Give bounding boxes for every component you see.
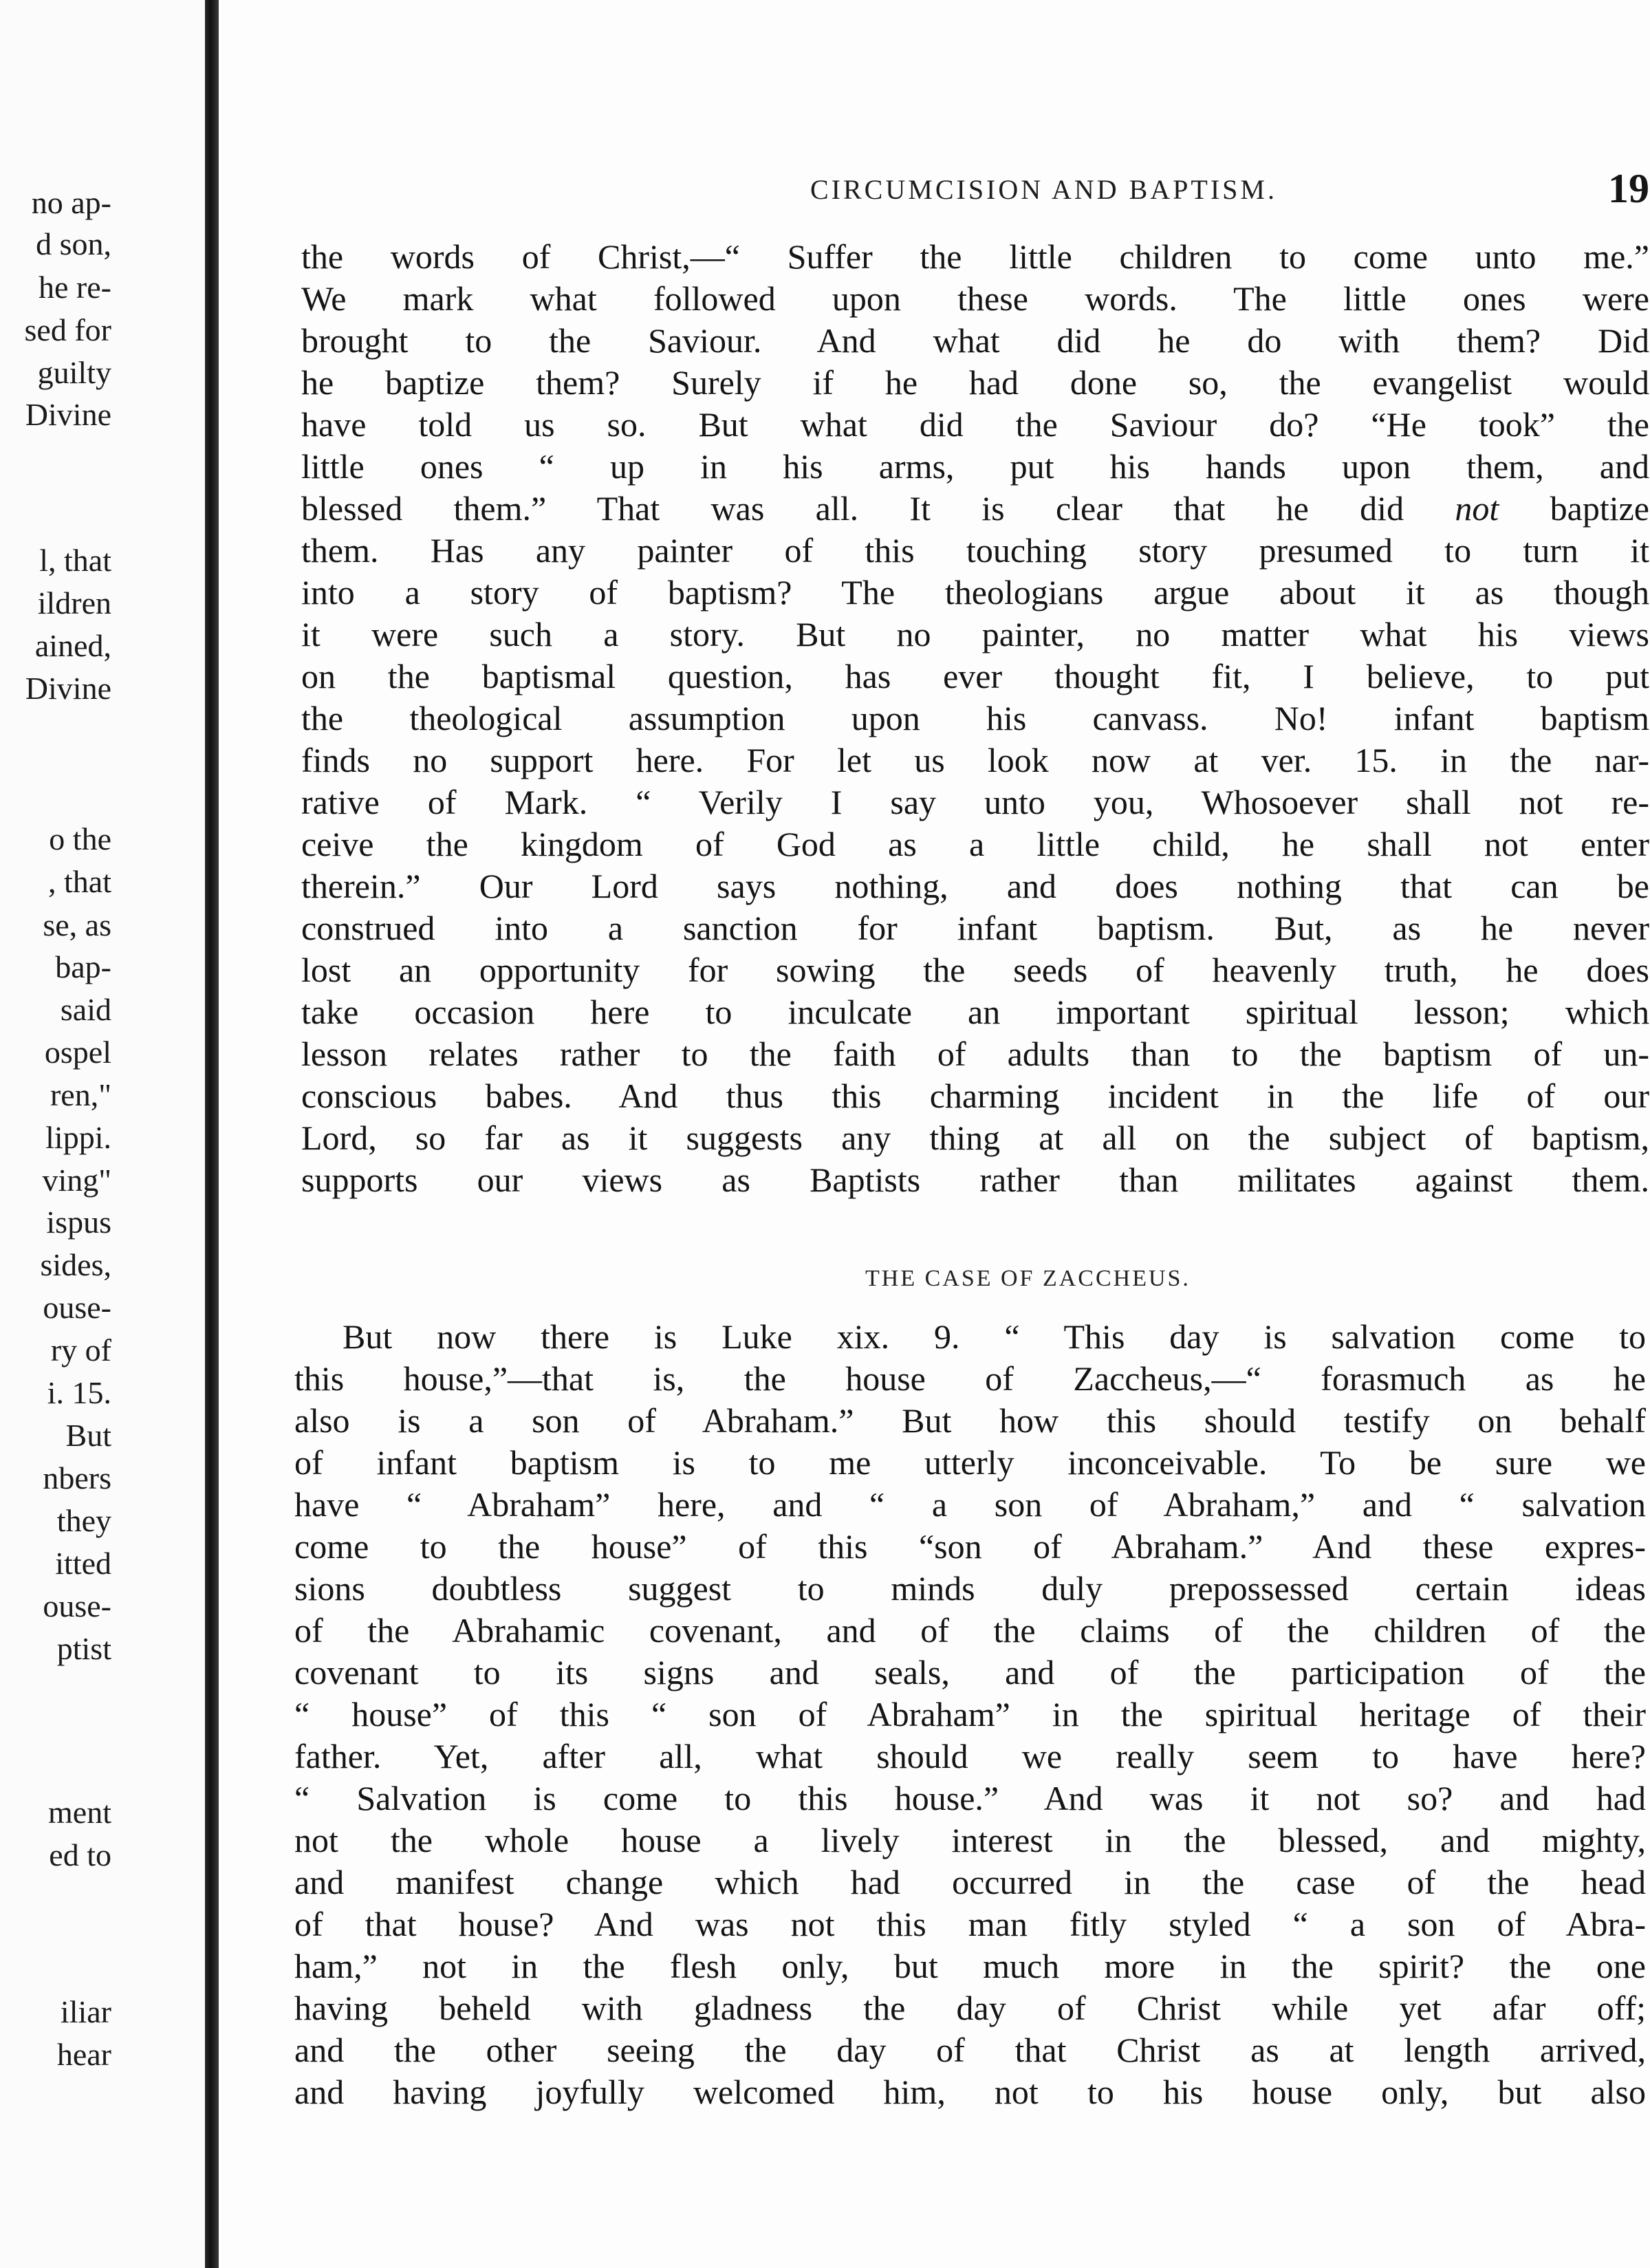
text-line: blessed them.” That was all. It is clear that he did not baptize bbox=[301, 489, 1649, 528]
book-gutter bbox=[205, 0, 219, 2268]
facing-page-line: lippi. bbox=[45, 1120, 111, 1155]
text-line: We mark what followed upon these words. The little ones were bbox=[301, 279, 1649, 318]
text-line: have “ Abraham” here, and “ a son of Abraham,” and “ salvation bbox=[294, 1485, 1646, 1524]
text-line: little ones “ up in his arms, put his hands upon them, and bbox=[301, 447, 1649, 486]
page-19 bbox=[219, 0, 1650, 2268]
facing-page-line: no ap- bbox=[31, 185, 111, 220]
facing-page-line: ren," bbox=[50, 1077, 111, 1112]
facing-page-line: ospel bbox=[44, 1035, 111, 1070]
facing-page-line: But bbox=[65, 1418, 111, 1453]
text-line: he baptize them? Surely if he had done so, the evangelist would bbox=[301, 363, 1649, 402]
text-line: this house,”—that is, the house of Zaccheus,—“ forasmuch as he bbox=[294, 1359, 1646, 1398]
text-line: and having joyfully welcomed him, not to his house only, but also bbox=[294, 2073, 1646, 2111]
facing-page-fragment bbox=[0, 0, 205, 2268]
facing-page-line: i. 15. bbox=[47, 1375, 111, 1410]
facing-page-line: he re- bbox=[39, 270, 111, 305]
facing-page-line: l, that bbox=[39, 543, 111, 578]
text-line: into a story of baptism? The theologians argue about it as though bbox=[301, 573, 1649, 612]
facing-page-line: bap- bbox=[55, 949, 111, 984]
text-line: having beheld with gladness the day of Christ while yet afar off; bbox=[294, 1989, 1646, 2027]
text-line: covenant to its signs and seals, and of the participation of the bbox=[294, 1653, 1646, 1692]
facing-page-line: ving" bbox=[42, 1163, 111, 1198]
text-line: construed into a sanction for infant baptism. But, as he never bbox=[301, 909, 1649, 947]
facing-page-line: ildren bbox=[37, 585, 111, 620]
text-line: not the whole house a lively interest in the blessed, and mighty, bbox=[294, 1821, 1646, 1859]
text-line: ceive the kingdom of God as a little child, he shall not enter bbox=[301, 825, 1649, 863]
text-line: on the baptismal question, has ever thought fit, I believe, to put bbox=[301, 657, 1649, 695]
text-line: of the Abrahamic covenant, and of the claims of the children of the bbox=[294, 1611, 1646, 1650]
facing-page-line: ispus bbox=[46, 1205, 111, 1240]
text-line: lost an opportunity for sowing the seeds of heavenly truth, he does bbox=[301, 951, 1649, 989]
facing-page-line: hear bbox=[56, 2037, 111, 2072]
facing-page-line: o the bbox=[49, 821, 111, 856]
facing-page-line: sides, bbox=[40, 1247, 111, 1282]
facing-page-line: ment bbox=[48, 1795, 111, 1830]
text-line: sions doubtless suggest to minds duly prepossessed certain ideas bbox=[294, 1569, 1646, 1608]
text-line: of that house? And was not this man fitly styled “ a son of Abra- bbox=[294, 1905, 1646, 1943]
facing-page-line: , that bbox=[48, 864, 111, 899]
facing-page-line: nbers bbox=[43, 1460, 111, 1495]
facing-page-line: ouse- bbox=[43, 1588, 111, 1623]
text-line: have told us so. But what did the Saviour do? “He took” the bbox=[301, 405, 1649, 444]
text-line: of infant baptism is to me utterly inconceivable. To be sure we bbox=[294, 1443, 1646, 1482]
text-line: take occasion here to inculcate an important spiritual lesson; which bbox=[301, 993, 1649, 1031]
text-line: also is a son of Abraham.” But how this should testify on behalf bbox=[294, 1401, 1646, 1440]
facing-page-line: ained, bbox=[34, 628, 111, 663]
text-line: them. Has any painter of this touching story presumed to turn it bbox=[301, 531, 1649, 570]
text-line: “ Salvation is come to this house.” And was it not so? and had bbox=[294, 1779, 1646, 1817]
facing-page-line: Divine bbox=[25, 397, 111, 432]
running-head: CIRCUMCISION AND BAPTISM. bbox=[810, 174, 1277, 205]
text-line: ham,” not in the flesh only, but much more in the spirit? the one bbox=[294, 1947, 1646, 1985]
text-line: and manifest change which had occurred in the case of the head bbox=[294, 1863, 1646, 1901]
facing-page-line: Divine bbox=[25, 671, 111, 706]
facing-page-line: itted bbox=[55, 1546, 111, 1581]
text-line: “ house” of this “ son of Abraham” in the spiritual heritage of their bbox=[294, 1695, 1646, 1734]
text-line: Lord, so far as it suggests any thing at all on the subject of baptism, bbox=[301, 1119, 1649, 1157]
text-line: conscious babes. And thus this charming incident in the life of our bbox=[301, 1077, 1649, 1115]
text-line: therein.” Our Lord says nothing, and does nothing that can be bbox=[301, 867, 1649, 905]
text-line: the words of Christ,—“ Suffer the little children to come unto me.” bbox=[301, 237, 1649, 276]
facing-page-line: ouse- bbox=[43, 1290, 111, 1325]
page-number: 19 bbox=[1608, 166, 1649, 211]
facing-page-line: ptist bbox=[56, 1631, 111, 1666]
facing-page-line: iliar bbox=[60, 1994, 111, 2029]
text-line: it were such a story. But no painter, no matter what his views bbox=[301, 615, 1649, 654]
facing-page-line: they bbox=[56, 1503, 111, 1538]
text-line: But now there is Luke xix. 9. “ This day is salvation come to bbox=[343, 1317, 1646, 1356]
section-heading: THE CASE OF ZACCHEUS. bbox=[865, 1266, 1191, 1291]
facing-page-line: said bbox=[60, 992, 111, 1027]
text-line: supports our views as Baptists rather than militates against them. bbox=[301, 1160, 1649, 1199]
text-line: come to the house” of this “son of Abraham.” And these expres- bbox=[294, 1527, 1646, 1566]
text-line: lesson relates rather to the faith of adults than to the baptism of un- bbox=[301, 1035, 1649, 1073]
facing-page-line: se, as bbox=[43, 907, 111, 942]
facing-page-line: ed to bbox=[49, 1837, 111, 1872]
text-line: rative of Mark. “ Verily I say unto you, Whosoever shall not re- bbox=[301, 783, 1649, 821]
text-line: finds no support here. For let us look now at ver. 15. in the nar- bbox=[301, 741, 1649, 779]
text-line: and the other seeing the day of that Christ as at length arrived, bbox=[294, 2031, 1646, 2069]
facing-page-line: guilty bbox=[37, 355, 111, 390]
text-line: the theological assumption upon his canvass. No! infant baptism bbox=[301, 699, 1649, 737]
text-line: father. Yet, after all, what should we really seem to have here? bbox=[294, 1737, 1646, 1775]
facing-page-line: d son, bbox=[36, 226, 111, 261]
facing-page-line: sed for bbox=[24, 312, 111, 347]
text-line: brought to the Saviour. And what did he do with them? Did bbox=[301, 321, 1649, 360]
facing-page-line: ry of bbox=[50, 1332, 111, 1368]
